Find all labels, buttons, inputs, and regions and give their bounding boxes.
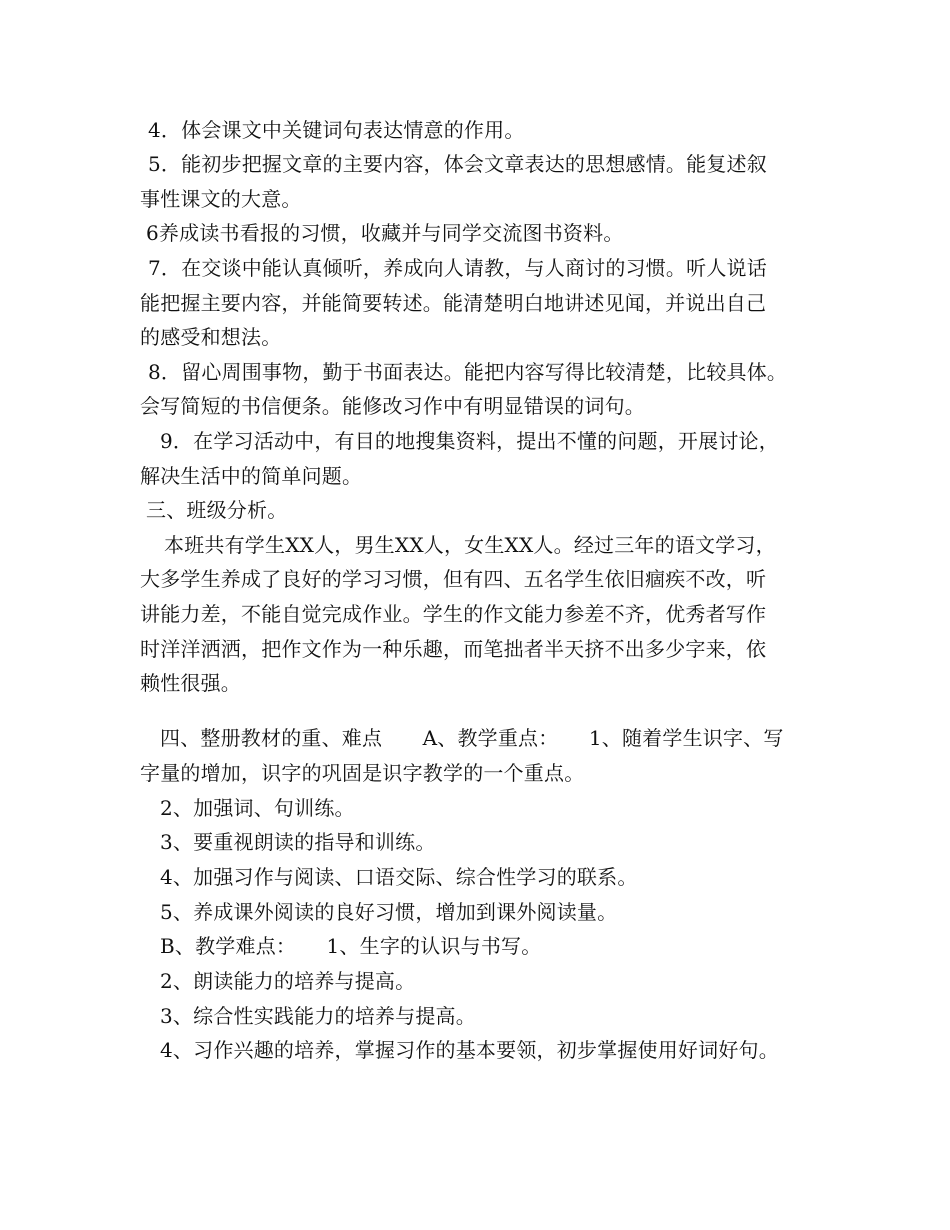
text-line-goal-8-cont: 会写简短的书信便条。能修改习作中有明显错误的词句。	[140, 394, 645, 418]
section-heading-class-analysis: 三、班级分析。	[146, 498, 288, 522]
text-line-class-3: 讲能力差，不能自觉完成作业。学生的作文能力参差不齐，优秀者写作	[140, 602, 767, 626]
text-line-goal-5: 5．能初步把握文章的主要内容，体会文章表达的思想感情。能复述叙	[148, 152, 767, 176]
text-line-goal-6: 6养成读书看报的习惯，收藏并与同学交流图书资料。	[146, 221, 624, 245]
text-line-key-point-2: 2、加强词、句训练。	[160, 796, 355, 820]
text-line-key-point-1: 字量的增加，识字的巩固是识字教学的一个重点。	[140, 761, 585, 785]
text-line-goal-7-cont-1: 能把握主要内容，并能简要转述。能清楚明白地讲述见闻，并说出自己	[140, 291, 767, 315]
text-line-goal-8: 8．留心周围事物，勤于书面表达。能把内容写得比较清楚，比较具体。	[148, 360, 788, 384]
text-line-goal-9: 9．在学习活动中，有目的地搜集资料，提出不懂的问题，开展讨论，	[160, 429, 779, 453]
text-line-goal-5-cont: 事性课文的大意。	[140, 187, 302, 211]
text-line-key-point-4: 4、加强习作与阅读、口语交际、综合性学习的联系。	[160, 865, 638, 889]
text-line-goal-9-cont: 解决生活中的简单问题。	[140, 464, 363, 488]
text-line-goal-7: 7．在交谈中能认真倾听，养成向人请教，与人商讨的习惯。听人说话	[148, 256, 767, 280]
text-line-difficulty-3: 3、综合性实践能力的培养与提高。	[160, 1004, 476, 1028]
text-line-class-1: 本班共有学生XX人，男生XX人，女生XX人。经过三年的语文学习，	[164, 533, 776, 557]
text-line-key-point-5: 5、养成课外阅读的良好习惯，增加到课外阅读量。	[160, 900, 618, 924]
text-line-difficulty-2: 2、朗读能力的培养与提高。	[160, 969, 416, 993]
text-line-class-5: 赖性很强。	[140, 671, 241, 695]
text-line-key-point-3: 3、要重视朗读的指导和训练。	[160, 830, 436, 854]
text-line-difficulty-4: 4、习作兴趣的培养，掌握习作的基本要领，初步掌握使用好词好句。	[160, 1038, 779, 1062]
text-line-class-4: 时洋洋洒洒，把作文作为一种乐趣，而笔拙者半天挤不出多少字来，依	[140, 637, 767, 661]
text-line-class-2: 大多学生养成了良好的学习习惯，但有四、五名学生依旧痼疾不改，听	[140, 567, 767, 591]
text-line-difficulty-1: B、教学难点： 1、生字的认识与书写。	[160, 934, 542, 958]
text-line-goal-7-cont-2: 的感受和想法。	[140, 325, 282, 349]
section-heading-key-points: 四、整册教材的重、难点 A、教学重点： 1、随着学生识字、写	[160, 726, 784, 750]
text-line-goal-4: 4．体会课文中关键词句表达情意的作用。	[148, 118, 525, 142]
